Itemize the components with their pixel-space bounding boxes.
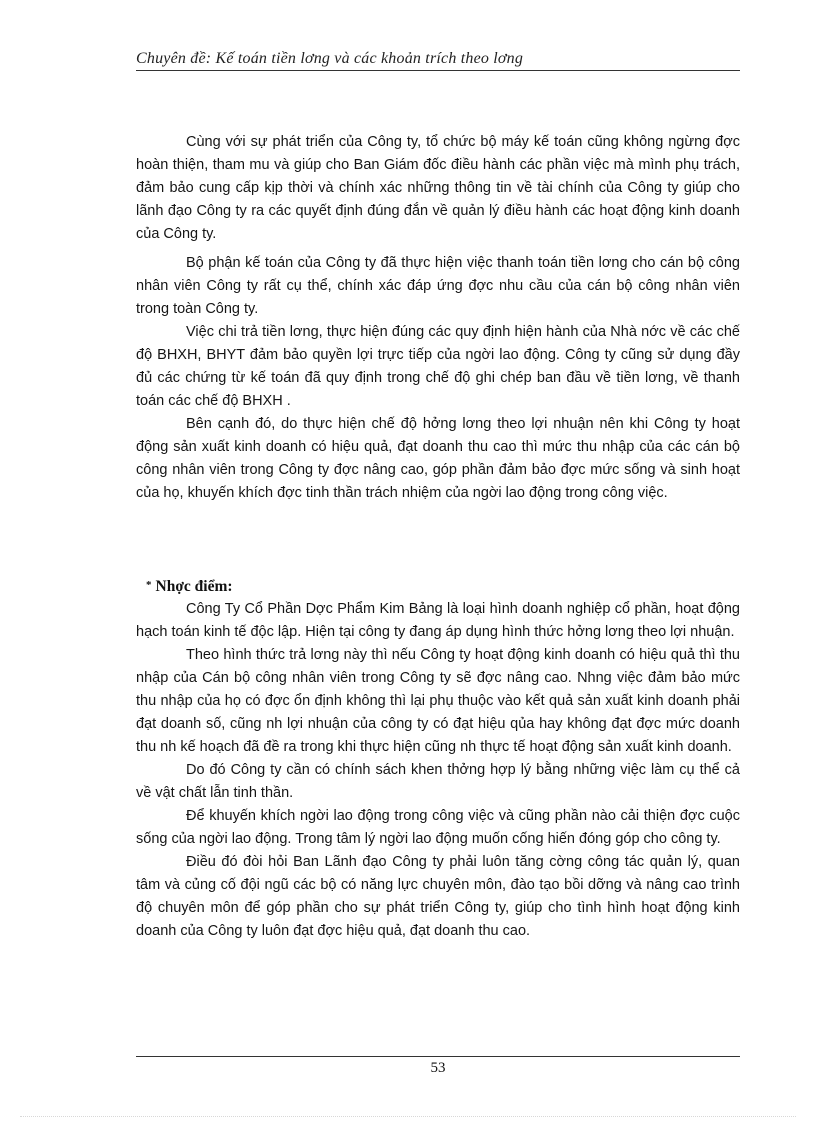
weaknesses-text-block xyxy=(136,574,740,943)
header-rule xyxy=(136,70,740,71)
running-header: Chuyên đề: Kế toán tiền lơng và các khoản trích theo lơng xyxy=(136,50,524,67)
page-edge-divider xyxy=(20,1116,796,1117)
paragraph: Do đó Công ty cần có chính sách khen thởng hợp lý bằng những việc làm cụ thể cả về vật chất lẫn tinh thần. xyxy=(136,762,740,801)
paragraph: Để khuyến khích ngời lao động trong công việc và cũng phần nào cải thiện đợc cuộc sống của ngời lao động. Trong tâm lý ngời lao động muốn cống hiến đóng góp cho công ty. xyxy=(136,808,740,847)
paragraph: Bộ phận kế toán của Công ty đã thực hiện việc thanh toán tiền lơng cho cán bộ công nhân viên Công ty rất cụ thể, chính xác đáp ứng đợc nhu cầu của cán bộ công nhân viên trong toàn Công ty. xyxy=(136,255,740,317)
paragraph: Điều đó đòi hỏi Ban Lãnh đạo Công ty phải luôn tăng cờng công tác quản lý, quan tâm và củng cố đội ngũ các bộ có năng lực chuyên môn, đào tạo bồi dỡng và nâng cao trình độ chuyên môn để góp phần cho sự phát triển Công ty, giúp cho tình hình hoạt động kinh doanh của Công ty luôn đạt đợc hiệu quả, đạt doanh thu cao. xyxy=(136,854,740,939)
section-heading-label: Nhợc điểm: xyxy=(155,578,233,595)
page-number: 53 xyxy=(430,1060,446,1076)
paragraph: Công Ty Cổ Phần Dợc Phẩm Kim Bảng là loại hình doanh nghiệp cổ phần, hoạt động hạch toán kinh tế độc lập. Hiện tại công ty đang áp dụng hình thức hởng lơng theo lợi nhuận. xyxy=(136,601,740,640)
paragraph: Việc chi trả tiền lơng, thực hiện đúng các quy định hiện hành của Nhà nớc về các chế độ BHXH, BHYT đảm bảo quyền lợi trực tiếp của ngời lao động. Công ty cũng sử dụng đầy đủ các chứng từ kế toán đã quy định trong chế độ ghi chép ban đầu về tiền lơng, về thanh toán các chế độ BHXH . xyxy=(136,324,740,409)
paragraph: Theo hình thức trả lơng này thì nếu Công ty hoạt động kinh doanh có hiệu quả thì thu nhập của Cán bộ công nhân viên trong Công ty sẽ đợc nâng cao. Nhng việc đảm bảo mức thu nhập của họ có đợc ổn định không thì lại phụ thuộc vào kết quả sản xuất kinh doanh phải đạt doanh số, cũng nh lợi nhuận của công ty có đạt hiệu qủa hay không đạt đợc mức doanh thu nh kế hoạch đã đề ra trong khi thực hiện cũng nh thực tế hoạt động sản xuất kinh doanh. xyxy=(136,647,740,755)
evaluation-text-block xyxy=(136,131,740,505)
paragraph: Bên cạnh đó, do thực hiện chế độ hởng lơng theo lợi nhuận nên khi Công ty hoạt động sản xuất kinh doanh có hiệu quả, đạt doanh thu cao thì mức thu nhập của các cán bộ công nhân viên trong Công ty đợc nâng cao, góp phần đảm bảo đợc mức sống và sinh hoạt của họ, khuyến khích đợc tinh thần trách nhiệm của ngời lao động trong công việc. xyxy=(136,416,740,501)
section-heading-weaknesses xyxy=(146,574,740,598)
footer-rule xyxy=(136,1056,740,1057)
paragraph: Cùng với sự phát triển của Công ty, tổ chức bộ máy kế toán cũng không ngừng đợc hoàn thiện, tham mu và giúp cho Ban Giám đốc điều hành các phần việc mà mình phụ trách, đảm bảo cung cấp kịp thời và chính xác những thông tin về tài chính của Công ty giúp cho lãnh đạo Công ty ra các quyết định đúng đắn về quản lý điều hành các hoạt động kinh doanh của Công ty. xyxy=(136,134,740,242)
asterisk-bullet-icon: * xyxy=(146,579,152,591)
